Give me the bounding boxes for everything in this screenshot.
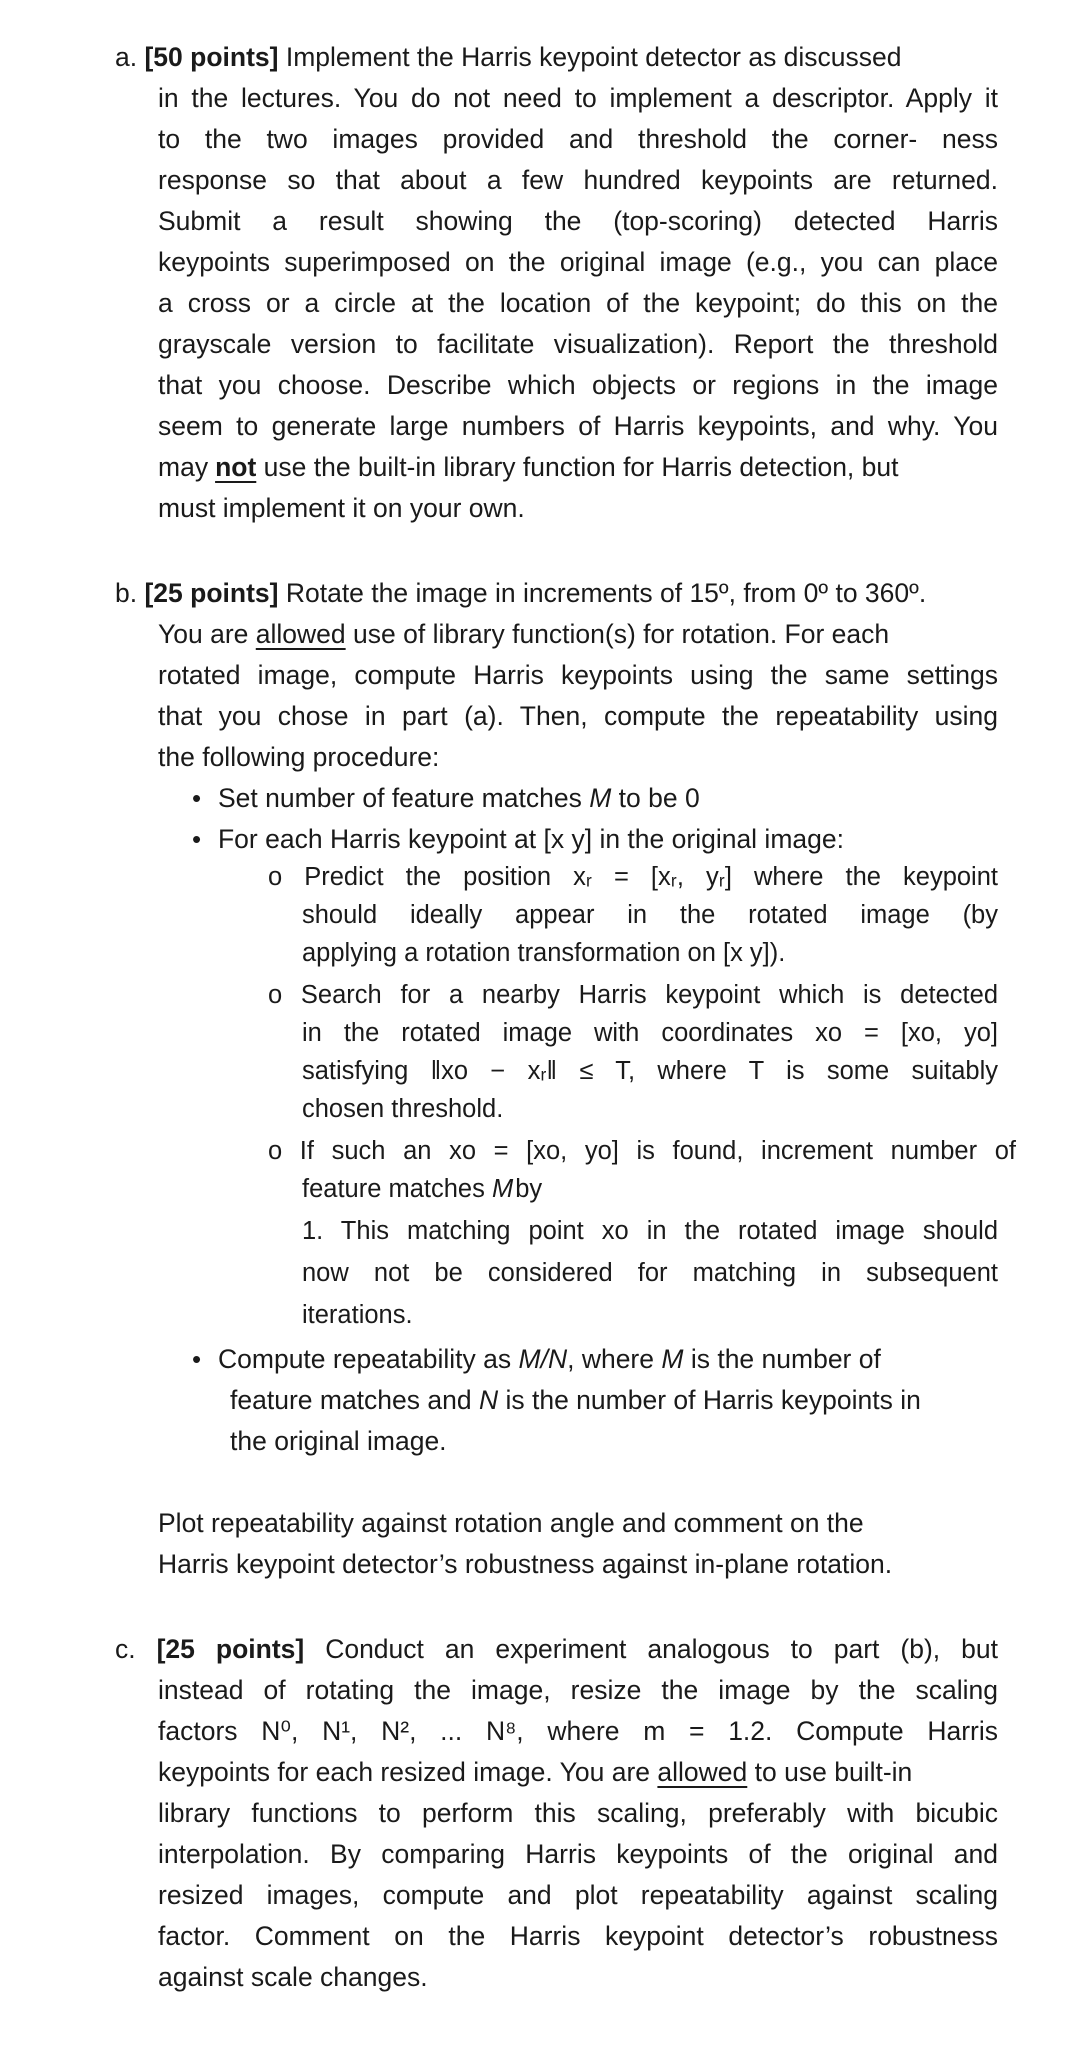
var-m: M <box>491 1175 514 1203</box>
bullet-compute-line-1 <box>218 1339 881 1381</box>
part-b-label: b. <box>115 578 138 608</box>
part-b-line-2 <box>158 614 889 656</box>
part-a-text-1: Implement the Harris keypoint detector as discussed <box>285 42 902 72</box>
part-c-text: keypoints for each resized image. You are <box>158 1757 651 1787</box>
part-a-line-3: to the two images provided and threshold the corner- ness <box>158 124 998 154</box>
part-b-text-you-are: You are <box>158 619 249 649</box>
sub-if-found-line-4: now not be considered for matching in subsequent <box>302 1259 998 1287</box>
part-c-line-1 <box>115 1629 998 1671</box>
part-a-text-may: may <box>158 452 209 482</box>
part-a-line-12: must implement it on your own. <box>158 493 525 523</box>
var-mn: M/N <box>518 1344 568 1374</box>
sub-if-found-line-1: o If such an xo = [xo, yo] is found, increment number of <box>268 1137 1016 1165</box>
part-b-text-allowed: allowed <box>255 619 346 649</box>
bullet-text: Set number of feature matches <box>218 783 582 813</box>
part-b-line-3: rotated image, compute Harris keypoints using the same settings <box>158 660 998 690</box>
part-a-line-6: keypoints superimposed on the original image (e.g., you can place <box>158 247 998 277</box>
part-c-line-6: interpolation. By comparing Harris keypoints of the original and <box>158 1839 998 1869</box>
part-c-text-allowed: allowed <box>657 1757 748 1787</box>
part-a-line-10: seem to generate large numbers of Harris keypoints, and why. You <box>158 411 998 441</box>
part-a-line-5: Submit a result showing the (top-scoring) detected Harris <box>158 206 998 236</box>
part-c-text-1: Conduct an experiment analogous to part (b), but <box>325 1634 998 1664</box>
part-a-text-rest: use the built-in library function for Harris detection, but <box>263 452 899 482</box>
bullet-dot: • <box>192 1344 202 1374</box>
part-c-line-9: against scale changes. <box>158 1962 428 1992</box>
part-a-line-2: in the lectures. You do not need to implement a descriptor. Apply it <box>158 83 998 113</box>
sub-search-line-4: chosen threshold. <box>302 1095 504 1123</box>
sub-predict-line-2: should ideally appear in the rotated image (by <box>302 901 998 929</box>
bullet-text: to be 0 <box>618 783 700 813</box>
bullet-dot: • <box>192 783 202 813</box>
part-a-label: a. <box>115 42 138 72</box>
part-c-line-2: instead of rotating the image, resize the image by the scaling <box>158 1675 998 1705</box>
part-b-text-1: Rotate the image in increments of 15º, from 0º to 360º. <box>285 578 927 608</box>
bullet-text: is the number of <box>690 1344 881 1374</box>
part-a-line-4: response so that about a few hundred keypoints are returned. <box>158 165 998 195</box>
part-a-line-1 <box>115 37 902 79</box>
part-b-plot-line-2: Harris keypoint detector’s robustness against in-plane rotation. <box>158 1549 893 1579</box>
sub-predict-line-3: applying a rotation transformation on [x y]). <box>302 939 786 967</box>
bullet-for-each: For each Harris keypoint at [x y] in the original image: <box>218 824 844 854</box>
bullet-text: is the number of Harris keypoints in <box>505 1385 921 1415</box>
part-a-line-7: a cross or a circle at the location of the keypoint; do this on the <box>158 288 998 318</box>
bullet-set-matches <box>218 778 700 820</box>
sub-predict-line-1: o Predict the position xᵣ = [xᵣ, yᵣ] where the keypoint <box>268 863 998 891</box>
part-a-text-not: not <box>215 452 257 482</box>
part-b-text-rest: use of library function(s) for rotation. For each <box>353 619 890 649</box>
sub-search-line-3: satisfying ‖xo − xᵣ‖ ≤ T, where T is some suitably <box>302 1057 998 1085</box>
sub-search-line-2: in the rotated image with coordinates xo = [xo, yo] <box>302 1019 998 1047</box>
part-c-points: [25 points] <box>156 1634 305 1664</box>
part-a-line-11 <box>158 447 899 489</box>
part-c-line-5: library functions to perform this scaling, preferably with bicubic <box>158 1798 998 1828</box>
sub-search-line-1: o Search for a nearby Harris keypoint which is detected <box>268 981 998 1009</box>
sub-if-found-line-2 <box>302 1169 542 1211</box>
part-b-line-4: that you chose in part (a). Then, compute the repeatability using <box>158 701 998 731</box>
sub-text: by <box>515 1175 543 1203</box>
var-n: N <box>478 1385 499 1415</box>
bullet-dot: • <box>192 824 202 854</box>
part-b-line-1 <box>115 573 926 615</box>
part-b-line-5: the following procedure: <box>158 742 440 772</box>
part-c-line-7: resized images, compute and plot repeatability against scaling <box>158 1880 998 1910</box>
sub-if-found-line-5: iterations. <box>302 1301 413 1329</box>
part-a-line-9: that you choose. Describe which objects or regions in the image <box>158 370 998 400</box>
part-c-line-8: factor. Comment on the Harris keypoint detector’s robustness <box>158 1921 998 1951</box>
part-a-line-8: grayscale version to facilitate visualization). Report the threshold <box>158 329 998 359</box>
bullet-compute-line-3: the original image. <box>230 1426 447 1456</box>
part-b-points: [25 points] <box>144 578 279 608</box>
part-c-label: c. <box>115 1634 136 1664</box>
var-m: M <box>589 783 612 813</box>
sub-text: feature matches <box>302 1175 485 1203</box>
bullet-text: , where <box>567 1344 654 1374</box>
var-m: M <box>661 1344 684 1374</box>
part-c-line-4 <box>158 1752 912 1794</box>
part-c-text: to use built-in <box>754 1757 913 1787</box>
bullet-text: Compute repeatability as <box>218 1344 512 1374</box>
sub-if-found-line-3: 1. This matching point xo in the rotated image should <box>302 1217 998 1245</box>
part-a-points: [50 points] <box>144 42 279 72</box>
part-c-line-3: factors N⁰, N¹, N², ... N⁸, where m = 1.2. Compute Harris <box>158 1716 998 1746</box>
bullet-text: feature matches and <box>230 1385 472 1415</box>
bullet-compute-line-2 <box>230 1380 921 1422</box>
part-b-plot-line-1: Plot repeatability against rotation angle and comment on the <box>158 1508 864 1538</box>
